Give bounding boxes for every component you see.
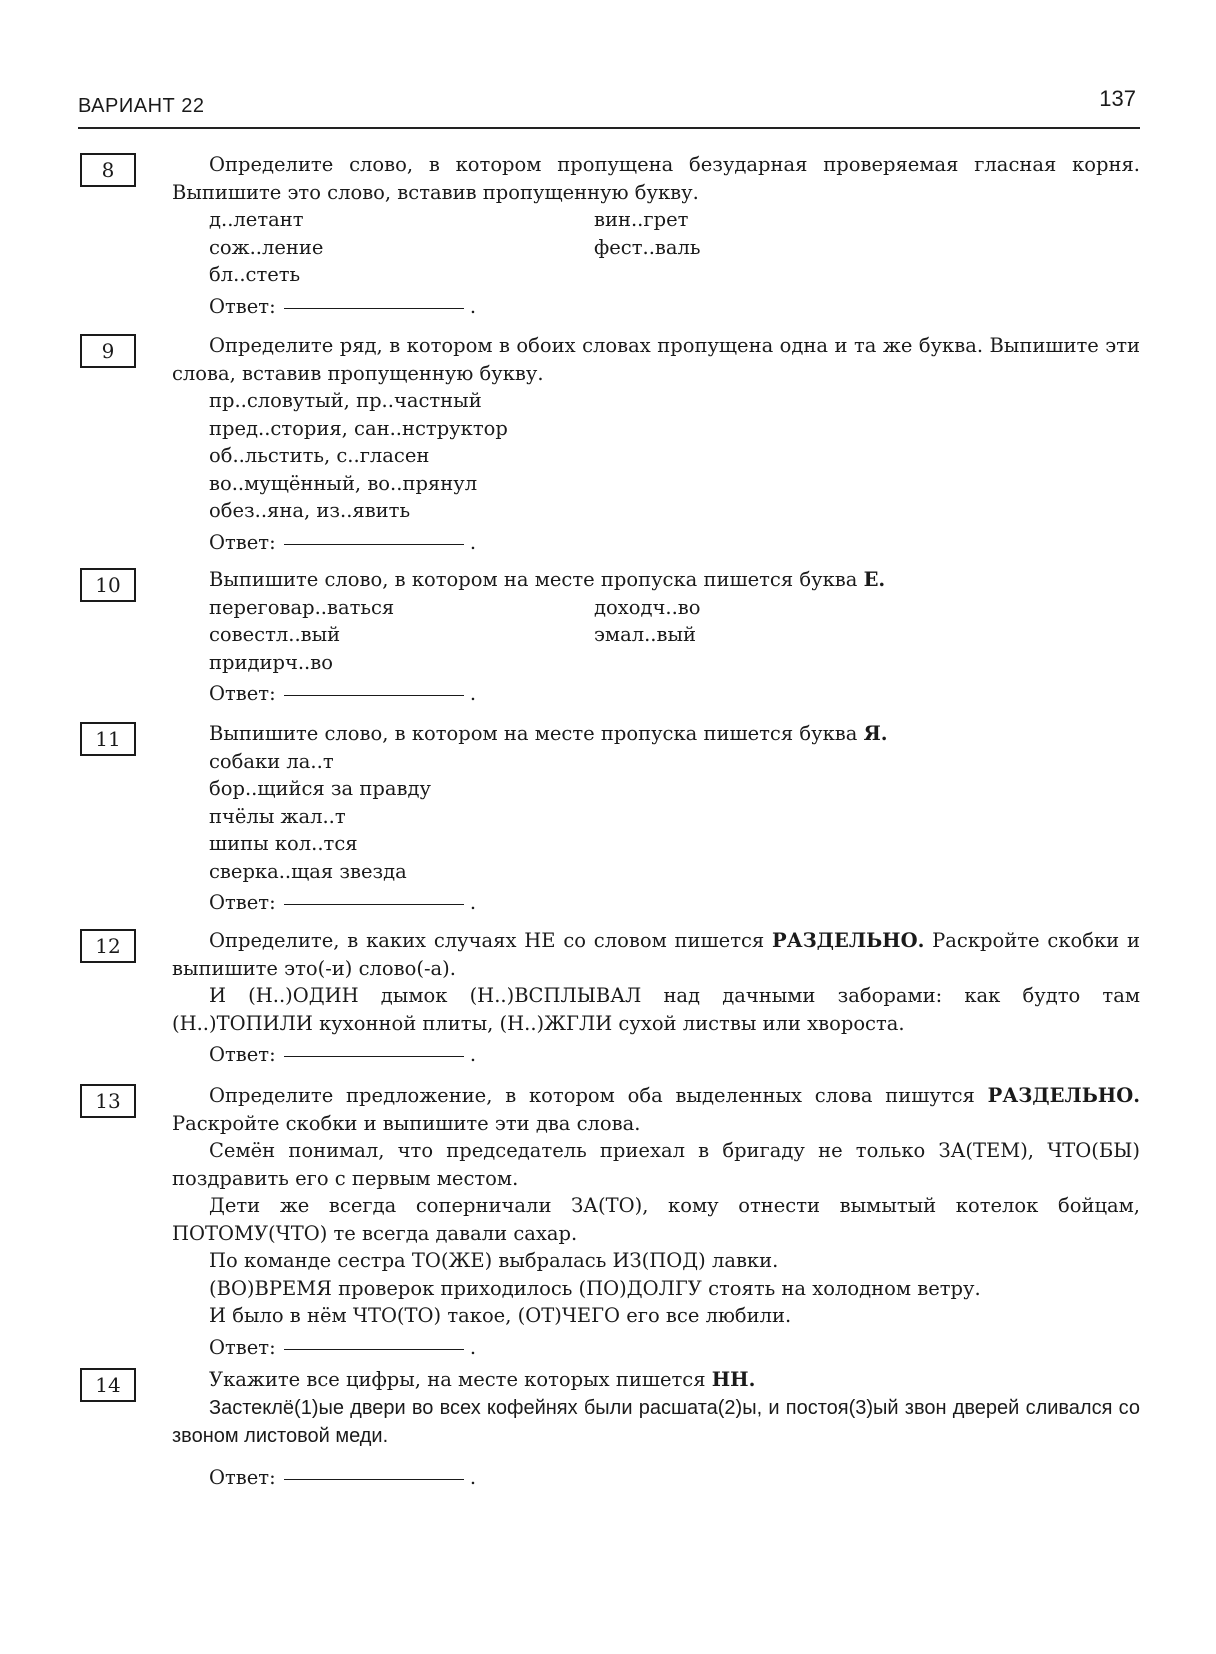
answer-line [172,1041,1140,1069]
word-row: пр..словутый, пр..частный [209,389,482,412]
answer-label: Ответ: [209,530,276,554]
task-content [172,1366,1140,1491]
answer-line [172,293,1140,321]
emphasis-word: РАЗДЕЛЬНО. [772,929,925,952]
answer-label: Ответ: [209,1465,276,1489]
answer-dot: . [469,1465,477,1489]
task-content [172,332,1140,556]
page-header [78,82,1140,128]
answer-dot: . [469,682,477,705]
word-option: доходч..во [594,595,701,619]
sentence-option: Дети же всегда соперничали ЗА(ТО), кому отнести вымытый котелок бойцам, ПОТОМУ(ЧТО) те всегда давали сахар. [172,1194,1140,1245]
task-number-box: 13 [80,1084,136,1118]
word-option: переговар..ваться [209,595,395,619]
answer-label: Ответ: [209,682,276,705]
answer-dot: . [469,294,477,318]
header-rule [78,127,1140,129]
emphasis-letter: Я. [863,722,888,745]
answer-blank[interactable] [284,695,464,696]
page-number: 137 [1099,86,1136,111]
task-number-box: 8 [80,153,136,187]
answer-label: Ответ: [209,891,276,914]
word-option: придирч..во [209,650,333,674]
word-row: обез..яна, из..явить [209,499,411,522]
variant-title: ВАРИАНТ 22 [78,95,205,117]
task-prompt: Определите, в каких случаях НЕ со словом пишется РАЗДЕЛЬНО. Раскройте скобки и выпишите это(-и) слово(-а). [172,929,1140,980]
task-number-box: 9 [80,334,136,368]
task-prompt: Определите ряд, в котором в обоих словах пропущена одна и та же буква. Выпишите эти слова, вставив пропущенную букву. [172,334,1140,385]
word-option: совестл..вый [209,623,341,646]
answer-line [172,1334,1140,1362]
task-text: Застеклё(1)ые двери во всех кофейнях были расшата(2)ы, и постоя(3)ый звон дверей сливался со звоном листовой меди. [172,1396,1140,1447]
word-option: сож..ление [209,235,324,259]
answer-dot: . [469,1043,477,1066]
answer-blank[interactable] [284,1056,464,1057]
task-number-box: 14 [80,1368,136,1402]
task-content [172,566,1140,708]
task-prompt: Выпишите слово, в котором на месте пропуска пишется буква Я. [209,722,888,745]
task-number-box: 11 [80,722,136,756]
word-row: собаки ла..т [209,749,334,773]
emphasis-word: РАЗДЕЛЬНО. [987,1084,1140,1107]
answer-blank[interactable] [284,544,464,545]
answer-blank[interactable] [284,308,464,309]
task-prompt: Определите предложение, в котором оба выделенных слова пишутся РАЗДЕЛЬНО. Раскройте скобки и выпишите эти два слова. [172,1084,1140,1135]
sentence-option: По команде сестра ТО(ЖЕ) выбралась ИЗ(ПОД) лавки. [209,1249,779,1272]
word-option: фест..валь [594,235,701,259]
word-option: бл..стеть [209,263,301,286]
word-row: пред..стория, сан..нструктор [209,416,508,440]
word-row: во..мущённый, во..прянул [209,471,478,495]
task-content [172,720,1140,917]
task-prompt: Выпишите слово, в котором на месте пропуска пишется буква Е. [209,568,886,591]
answer-label: Ответ: [209,1335,276,1359]
word-row: сверка..щая звезда [209,859,407,883]
emphasis-letters: НН. [711,1368,756,1391]
sentence-option: Семён понимал, что председатель приехал в бригаду не только ЗА(ТЕМ), ЧТО(БЫ) поздравить его с первым местом. [172,1139,1140,1190]
task-content [172,927,1140,1069]
task-text: И (Н..)ОДИН дымок (Н..)ВСПЛЫВАЛ над дачными заборами: как будто там (Н..)ТОПИЛИ кухонной плиты, (Н..)ЖГЛИ сухой листвы или хвороста. [172,984,1140,1035]
word-columns [172,206,1140,289]
answer-blank[interactable] [284,904,464,905]
word-option: эмал..вый [594,623,696,646]
answer-blank[interactable] [284,1479,464,1480]
sentence-option: И было в нём ЧТО(ТО) такое, (ОТ)ЧЕГО его все любили. [209,1304,792,1327]
answer-line [172,680,1140,708]
emphasis-letter: Е. [863,568,886,591]
task-number-box: 12 [80,929,136,963]
task-content [172,1082,1140,1361]
word-row: шипы кол..тся [209,832,358,855]
task-content [172,151,1140,320]
word-row: пчёлы жал..т [209,804,346,828]
answer-dot: . [469,1335,477,1359]
word-columns [172,594,1140,677]
task-prompt: Определите слово, в котором пропущена безударная проверяемая гласная корня. Выпишите это слово, вставив пропущенную букву. [172,153,1140,204]
answer-dot: . [469,530,477,554]
word-row: бор..щийся за правду [209,777,431,800]
answer-dot: . [469,891,477,914]
task-prompt: Укажите все цифры, на месте которых пишется НН. [209,1368,756,1391]
answer-line [172,889,1140,917]
answer-blank[interactable] [284,1349,464,1350]
answer-label: Ответ: [209,1043,276,1066]
answer-line [172,1464,1140,1492]
word-option: вин..грет [594,208,689,231]
word-option: д..летант [209,208,304,231]
answer-line [172,529,1140,557]
task-number-box: 10 [80,568,136,602]
word-row: об..льстить, с..гласен [209,444,430,467]
sentence-option: (ВО)ВРЕМЯ проверок приходилось (ПО)ДОЛГУ стоять на холодном ветру. [209,1276,981,1300]
answer-label: Ответ: [209,294,276,318]
